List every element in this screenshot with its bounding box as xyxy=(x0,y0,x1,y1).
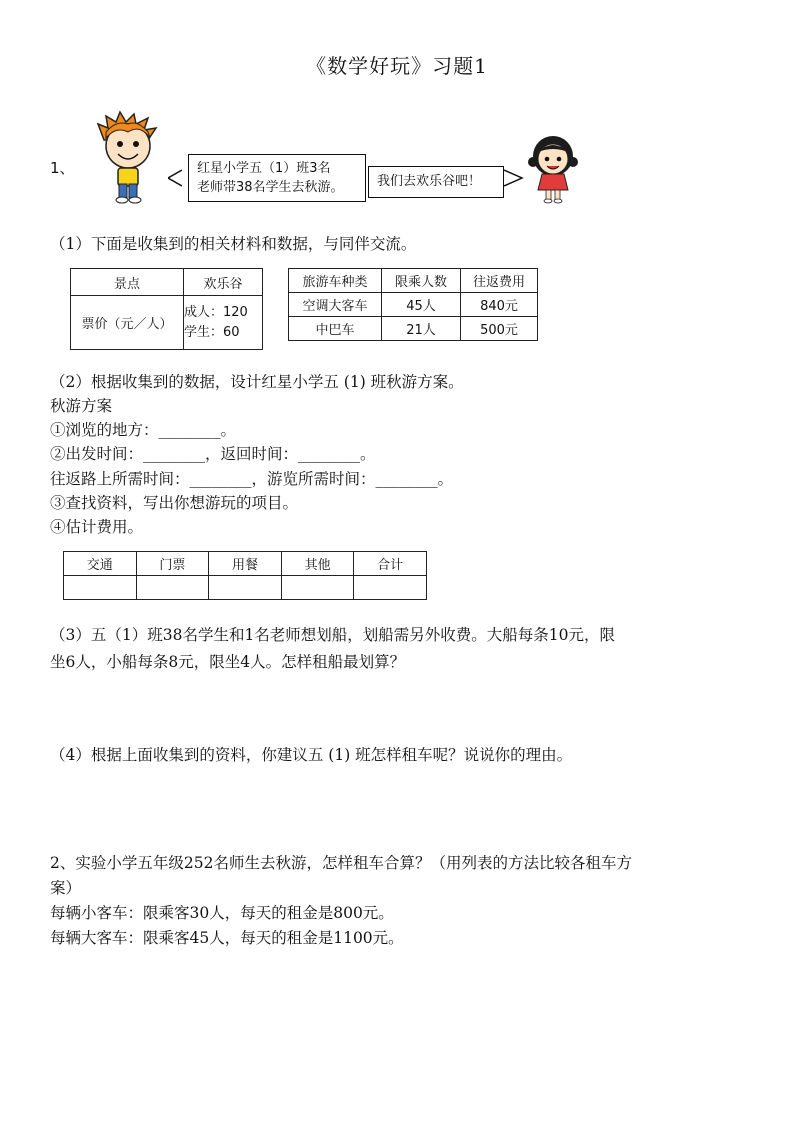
question-1-number: 1、 xyxy=(50,159,75,177)
bus-capacity-cell: 45人 xyxy=(382,293,461,317)
cost-estimate-table xyxy=(63,551,427,600)
table-row xyxy=(289,293,538,317)
cost-input-meal[interactable] xyxy=(209,576,282,600)
boy-speech-bubble xyxy=(188,154,366,202)
plan-line: ④估计费用。 xyxy=(50,518,144,536)
cost-input-other[interactable] xyxy=(281,576,354,600)
question-2-line-4: 每辆大客车：限乘客45人，每天的租金是1100元。 xyxy=(50,929,404,947)
girl-speech-bubble: 我们去欢乐谷吧！ xyxy=(368,166,504,198)
question-2-line-1: 2、实验小学五年级252名师生去秋游，怎样租车合算？（用列表的方法比较各租车方 xyxy=(50,854,632,872)
boy-speech-line-1: 红星小学五（1）班3名 xyxy=(197,161,331,176)
cost-input-transport[interactable] xyxy=(64,576,137,600)
bus-type-cell: 空调大客车 xyxy=(289,293,382,317)
bus-header-cost: 往返费用 xyxy=(461,269,538,293)
plan-line: ③查找资料，写出你想游玩的项目。 xyxy=(50,494,299,512)
bubble-pointer-left xyxy=(168,168,182,188)
plan-line: 往返路上所需时间：________，游览所需时间：________。 xyxy=(50,470,454,488)
bus-cost-cell: 500元 xyxy=(461,317,538,341)
bus-type-cell: 中巴车 xyxy=(289,317,382,341)
boy-illustration xyxy=(92,110,162,205)
table-row xyxy=(289,317,538,341)
bus-capacity-cell: 21人 xyxy=(382,317,461,341)
question-2-line-3: 每辆小客车：限乘客30人，每天的租金是800元。 xyxy=(50,904,394,922)
cost-header-transport: 交通 xyxy=(64,552,137,576)
bus-header-type: 旅游车种类 xyxy=(289,269,382,293)
part-4-prompt: （4）根据上面收集到的资料，你建议五 (1) 班怎样租车呢？说说你的理由。 xyxy=(50,746,573,764)
ticket-prices xyxy=(184,296,263,350)
cost-input-total[interactable] xyxy=(354,576,427,600)
plan-line: ②出发时间：________，返回时间：________。 xyxy=(50,445,376,463)
adult-price: 成人：120 xyxy=(184,304,248,320)
cost-input-ticket[interactable] xyxy=(136,576,209,600)
spot-header-label: 景点 xyxy=(71,269,184,296)
cost-header-other: 其他 xyxy=(281,552,354,576)
part-2-prompt: （2）根据收集到的数据，设计红星小学五 (1) 班秋游方案。 xyxy=(50,373,464,391)
cost-header-ticket: 门票 xyxy=(136,552,209,576)
part-3-line-2: 坐6人，小船每条8元，限坐4人。怎样租船最划算？ xyxy=(50,653,406,671)
bus-header-capacity: 限乘人数 xyxy=(382,269,461,293)
boy-speech-line-2: 老师带38名学生去秋游。 xyxy=(197,180,344,195)
student-price: 学生：60 xyxy=(184,324,240,340)
plan-title: 秋游方案 xyxy=(50,397,113,415)
scenic-spot-table xyxy=(70,268,263,350)
bus-table xyxy=(288,268,538,341)
spot-header-name: 欢乐谷 xyxy=(184,269,263,296)
part-3-line-1: （3）五（1）班38名学生和1名老师想划船，划船需另外收费。大船每条10元，限 xyxy=(50,626,616,644)
cost-header-total: 合计 xyxy=(354,552,427,576)
ticket-price-label: 票价（元／人） xyxy=(71,296,184,350)
part-1-prompt: （1）下面是收集到的相关材料和数据，与同伴交流。 xyxy=(50,235,417,253)
question-2-line-2: 案） xyxy=(50,879,82,897)
cost-header-meal: 用餐 xyxy=(209,552,282,576)
page-title: 《数学好玩》习题1 xyxy=(306,54,488,78)
plan-line: ①浏览的地方：________。 xyxy=(50,421,237,439)
bubble-pointer-right xyxy=(504,168,524,188)
girl-illustration xyxy=(524,132,582,204)
bus-cost-cell: 840元 xyxy=(461,293,538,317)
